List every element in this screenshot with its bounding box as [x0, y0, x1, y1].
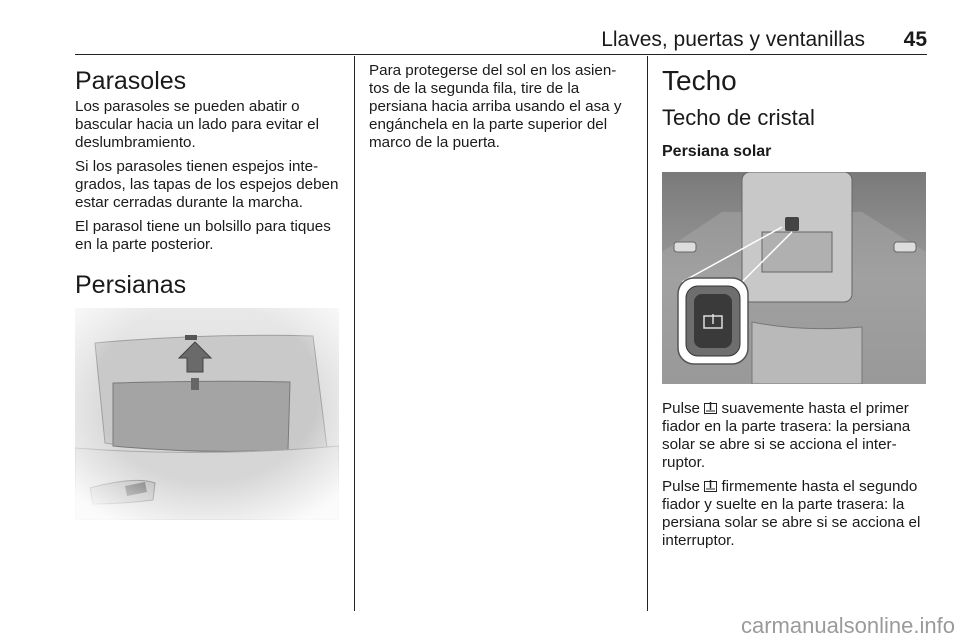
parasoles-paragraph-3: El parasol tiene un bolsillo para tiques en la parte posterior.	[75, 218, 331, 253]
persianas-heading: Persianas	[75, 271, 187, 299]
sunshade-button-icon	[704, 480, 717, 492]
sunshade-paragraph-2	[662, 478, 930, 550]
sunshade-button-icon	[704, 402, 717, 414]
second-row-paragraph: Para protegerse del sol en los asien-tos de la segunda fila, tire de la persiana hacia arriba usando el asa y engánchela en la parte superior del marco de la puerta.	[369, 62, 622, 151]
parasoles-heading: Parasoles	[75, 67, 187, 95]
techo-cristal-heading: Techo de cristal	[662, 105, 815, 130]
techo-heading: Techo	[662, 65, 737, 96]
column-divider-2	[647, 56, 648, 611]
column-divider-1	[354, 56, 355, 611]
parasoles-paragraph-2: Si los parasoles tienen espejos inte-grados, las tapas de los espejos deben estar cerradas durante la marcha.	[75, 158, 339, 211]
parasoles-paragraph-1: Los parasoles se pueden abatir o bascular hacia un lado para evitar el deslumbramiento.	[75, 98, 319, 151]
page-number: 45	[903, 28, 927, 51]
p1-post: suavemente hasta el primer fiador en la parte trasera: la persiana solar se abre si se acciona el inter-ruptor.	[662, 400, 911, 471]
column-1	[75, 62, 347, 520]
persiana-solar-heading: Persiana solar	[662, 143, 772, 160]
header-rule	[75, 54, 927, 55]
header-title: Llaves, puertas y ventanillas	[601, 28, 865, 51]
column-3	[662, 62, 930, 556]
sunblind-figure	[75, 308, 339, 520]
p1-pre: Pulse	[662, 400, 705, 417]
p2-pre: Pulse	[662, 478, 705, 495]
sunshade-switch-figure	[662, 172, 926, 384]
watermark: carmanualsonline.info	[740, 613, 955, 638]
p2-post: firmemente hasta el segundo fiador y suelte en la parte trasera: la persiana solar se abre si se acciona el interruptor.	[662, 478, 921, 549]
sunshade-paragraph-1	[662, 400, 930, 472]
column-2	[369, 62, 634, 158]
